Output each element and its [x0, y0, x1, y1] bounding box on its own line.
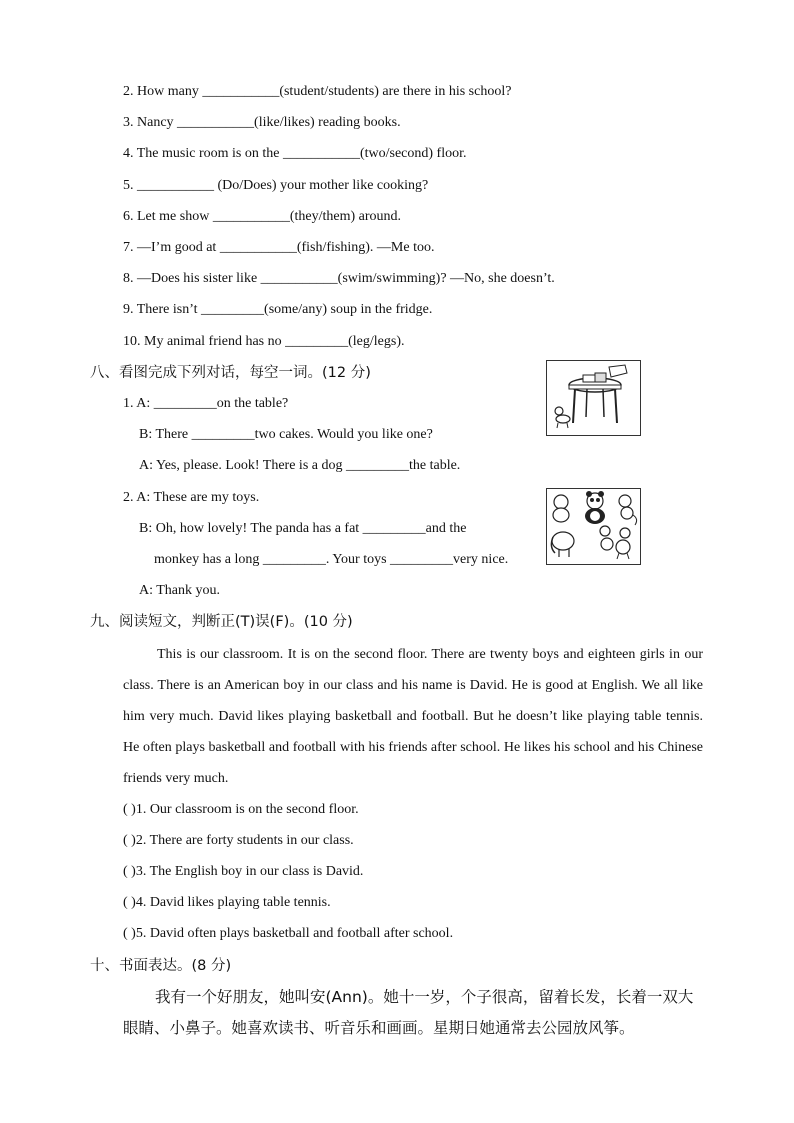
dialogue-1-line-1: 1. A: _________on the table?	[123, 396, 289, 411]
dialogue-2-line-4: A: Thank you.	[139, 583, 221, 598]
exercise-item-9: 9. There isn’t _________(some/any) soup in the fridge.	[123, 302, 433, 317]
exercise-item-4: 4. The music room is on the ___________(two/second) floor.	[123, 146, 467, 161]
dialogue-1-line-3: A: Yes, please. Look! There is a dog _________the table.	[139, 458, 461, 473]
tf-question-4: ( )4. David likes playing table tennis.	[123, 895, 331, 910]
exercise-item-5: 5. ___________ (Do/Does) your mother like cooking?	[123, 178, 429, 193]
table-illustration	[547, 361, 640, 435]
table-cakes-picture	[546, 360, 641, 436]
toys-illustration	[547, 489, 640, 564]
exercise-item-8: 8. —Does his sister like ___________(swim/swimming)? —No, she doesn’t.	[123, 271, 555, 286]
section-10-heading: 十、书面表达。(8 分)	[90, 958, 232, 974]
dialogue-2-line-1: 2. A: These are my toys.	[123, 490, 260, 505]
exercise-item-2: 2. How many ___________(student/students) are there in his school?	[123, 84, 512, 99]
tf-question-2: ( )2. There are forty students in our class.	[123, 833, 354, 848]
dialogue-1-line-2: B: There _________two cakes. Would you like one?	[139, 427, 433, 442]
exercise-item-3: 3. Nancy ___________(like/likes) reading books.	[123, 115, 401, 130]
exercise-item-6: 6. Let me show ___________(they/them) around.	[123, 209, 402, 224]
tf-question-3: ( )3. The English boy in our class is David.	[123, 864, 364, 879]
writing-prompt: 我有一个好朋友，她叫安(Ann)。她十一岁，个子很高，留着长发，长着一双大眼睛、小鼻子。她喜欢读书、听音乐和画画。星期日她通常去公园放风筝。	[123, 988, 694, 1037]
reading-passage: This is our classroom. It is on the second floor. There are twenty boys and eighteen girls in our class. There is an American boy in our class and his name is David. He is good at English. We all like him very much. David likes playing basketball and football. But he doesn’t like playing table tennis. He often plays basketball and football with his friends after school. He likes his school and his Chinese friends very much.	[123, 647, 703, 786]
section-9-heading: 九、阅读短文，判断正(T)误(F)。(10 分)	[90, 614, 353, 630]
tf-question-5: ( )5. David often plays basketball and football after school.	[123, 926, 454, 941]
tf-question-1: ( )1. Our classroom is on the second floor.	[123, 802, 359, 817]
dialogue-2-line-3: monkey has a long _________. Your toys _________very nice.	[154, 552, 509, 567]
toys-picture	[546, 488, 641, 565]
section-8-heading: 八、看图完成下列对话，每空一词。(12 分)	[90, 365, 371, 381]
exercise-item-7: 7. —I’m good at ___________(fish/fishing). —Me too.	[123, 240, 435, 255]
dialogue-2-line-2: B: Oh, how lovely! The panda has a fat _________and the	[139, 521, 467, 536]
exercise-item-10: 10. My animal friend has no _________(leg/legs).	[123, 334, 405, 349]
